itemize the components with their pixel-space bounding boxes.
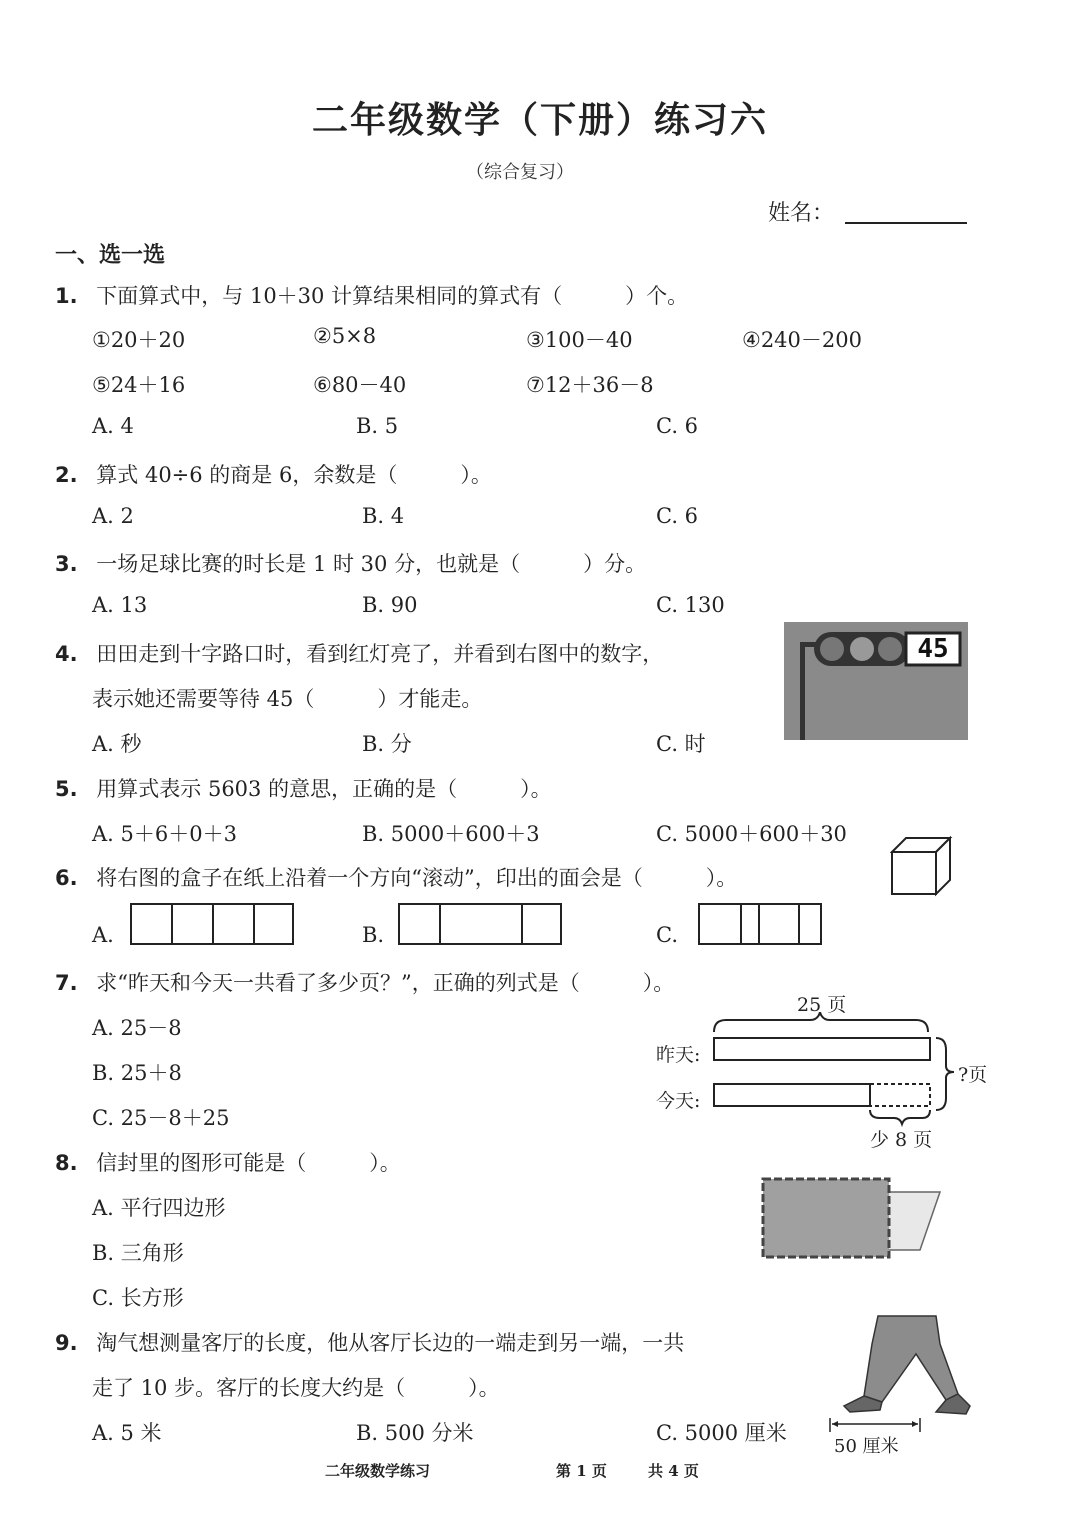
diagram-top-label: 25 页 <box>797 994 847 1016</box>
question-number: 4. <box>55 642 78 666</box>
question-text: 田田走到十字路口时，看到红灯亮了，并看到右图中的数字， <box>96 642 664 666</box>
option-b[interactable]: B. 分 <box>362 732 412 756</box>
question-number: 3. <box>55 552 78 576</box>
diagram-total-label: ?页 <box>958 1064 988 1086</box>
expression-1: ①20＋20 <box>92 328 186 352</box>
option-a[interactable]: A. 13 <box>92 593 148 617</box>
option-a[interactable]: A. 5＋6＋0＋3 <box>92 822 237 846</box>
option-c[interactable]: C. <box>656 923 678 947</box>
question-number: 7. <box>55 971 78 995</box>
question-number: 8. <box>55 1151 78 1175</box>
envelope-image <box>760 1176 944 1260</box>
expression-6: ⑥80－40 <box>313 373 407 397</box>
section-heading: 一、选一选 <box>55 243 166 268</box>
option-b[interactable]: B. 5000＋600＋3 <box>362 822 540 846</box>
diagram-less-label: 少 8 页 <box>870 1129 933 1151</box>
question-8 <box>55 1147 401 1177</box>
option-b-figure[interactable] <box>398 903 562 945</box>
option-c[interactable]: C. 6 <box>656 504 699 528</box>
question-text: 下面算式中，与 10＋30 计算结果相同的算式有（ ）个。 <box>96 284 689 308</box>
option-b[interactable]: B. 25＋8 <box>92 1061 182 1085</box>
option-a[interactable]: A. 2 <box>92 504 134 528</box>
question-9 <box>55 1327 684 1357</box>
option-c[interactable]: C. 25－8＋25 <box>92 1106 230 1130</box>
page-subtitle: （综合复习） <box>466 162 574 183</box>
question-4 <box>55 638 663 668</box>
expression-7: ⑦12＋36－8 <box>526 373 654 397</box>
option-b[interactable]: B. 4 <box>362 504 405 528</box>
cube-image <box>890 834 954 898</box>
question-5 <box>55 773 552 803</box>
expression-3: ③100－40 <box>526 328 633 352</box>
page-title: 二年级数学（下册）练习六 <box>311 100 768 141</box>
walking-legs-image <box>820 1314 976 1438</box>
option-a[interactable]: A. 5 米 <box>92 1421 162 1445</box>
option-b[interactable]: B. 三角形 <box>92 1241 184 1265</box>
option-a[interactable]: A. 平行四边形 <box>92 1196 226 1220</box>
question-text: 一场足球比赛的时长是 1 时 30 分，也就是（ ）分。 <box>96 552 647 576</box>
question-number: 6. <box>55 866 78 890</box>
question-number: 9. <box>55 1331 78 1355</box>
name-field[interactable] <box>845 222 967 224</box>
option-a[interactable]: A. 秒 <box>92 732 142 756</box>
option-a[interactable]: A. 25－8 <box>92 1016 182 1040</box>
footer-title: 二年级数学练习 <box>325 1462 431 1480</box>
question-6 <box>55 862 737 892</box>
option-a-figure[interactable] <box>130 903 294 945</box>
option-b[interactable]: B. <box>362 923 385 947</box>
question-text: 将右图的盒子在纸上沿着一个方向“滚动”，印出的面会是（ ）。 <box>96 866 738 890</box>
question-3 <box>55 548 646 578</box>
step-length-label: 50 厘米 <box>834 1436 899 1457</box>
question-text: 求“昨天和今天一共看了多少页？”，正确的列式是（ ）。 <box>96 971 675 995</box>
question-2 <box>55 459 492 489</box>
line-segment-diagram <box>700 1012 980 1130</box>
question-number: 5. <box>55 777 78 801</box>
expression-5: ⑤24＋16 <box>92 373 186 397</box>
question-text: 算式 40÷6 的商是 6，余数是（ ）。 <box>96 463 492 487</box>
footer-total: 共 4 页 <box>648 1462 699 1480</box>
question-text: 用算式表示 5603 的意思，正确的是（ ）。 <box>96 777 552 801</box>
name-label: 姓名： <box>768 201 835 226</box>
option-b[interactable]: B. 5 <box>356 414 399 438</box>
option-c[interactable]: C. 5000＋600＋30 <box>656 822 847 846</box>
question-number: 1. <box>55 284 78 308</box>
question-1 <box>55 280 688 310</box>
option-c[interactable]: C. 5000 厘米 <box>656 1421 787 1445</box>
option-c[interactable]: C. 长方形 <box>92 1286 184 1310</box>
option-a[interactable]: A. <box>92 923 114 947</box>
option-c[interactable]: C. 时 <box>656 732 706 756</box>
option-a[interactable]: A. 4 <box>92 414 134 438</box>
footer-page: 第 1 页 <box>556 1462 607 1480</box>
option-b[interactable]: B. 90 <box>362 593 418 617</box>
expression-2: ②5×8 <box>313 324 377 348</box>
diagram-row2-label: 今天: <box>656 1090 701 1112</box>
question-text-line2: 表示她还需要等待 45（ ）才能走。 <box>92 687 483 711</box>
option-c-figure[interactable] <box>698 903 822 945</box>
countdown-number: 45 <box>917 634 949 664</box>
diagram-row1-label: 昨天: <box>656 1044 701 1066</box>
option-c[interactable]: C. 6 <box>656 414 699 438</box>
option-b[interactable]: B. 500 分米 <box>356 1421 474 1445</box>
question-7 <box>55 967 674 997</box>
question-number: 2. <box>55 463 78 487</box>
option-c[interactable]: C. 130 <box>656 593 725 617</box>
question-text: 淘气想测量客厅的长度，他从客厅长边的一端走到另一端，一共 <box>96 1331 685 1355</box>
question-text-line2: 走了 10 步。客厅的长度大约是（ ）。 <box>92 1376 500 1400</box>
question-text: 信封里的图形可能是（ ）。 <box>96 1151 401 1175</box>
expression-4: ④240－200 <box>742 328 862 352</box>
